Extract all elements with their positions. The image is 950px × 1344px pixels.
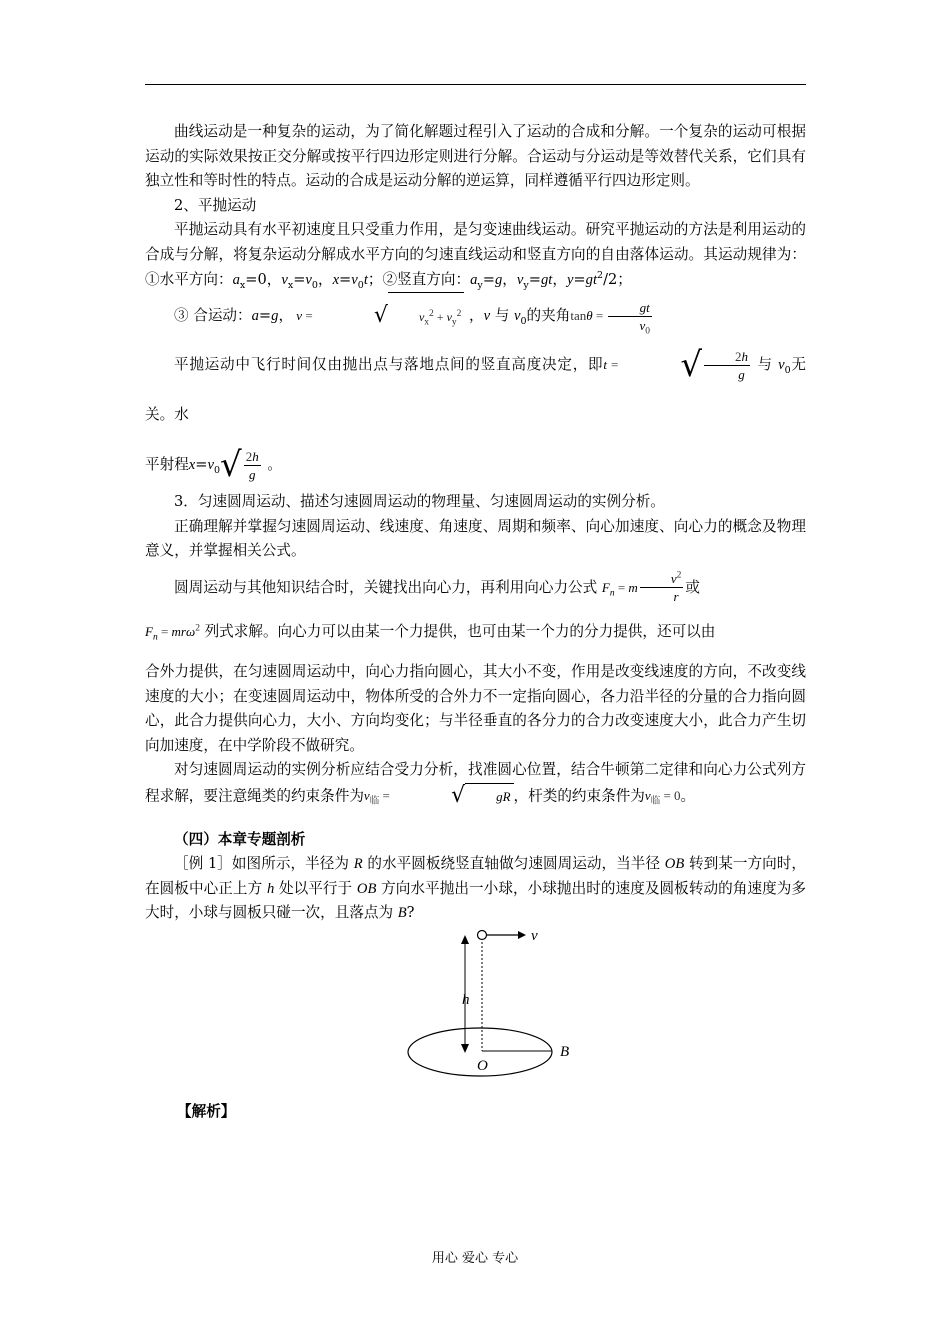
projectile-disk-diagram: [400, 918, 600, 1078]
paragraph-centripetal-force: 圆周运动与其他知识结合时，关键找出向心力，再利用向心力公式 $F_n = m$ $\frac{v^2}{r}$ 或: [174, 571, 700, 605]
velocity-arrowhead: [518, 931, 526, 939]
height-arrowhead-top: [461, 935, 469, 944]
paragraph-example-analysis: 对匀速圆周运动的实例分析应结合受力分析，找准圆心位置，结合牛顿第二定律和向心力公式列方程求解，要注意绳类的约束条件为$v_临$ = √ gR ，杆类的约束条件为$v_临 = 0$。: [145, 761, 806, 809]
heading-projectile: 2、平抛运动: [174, 196, 257, 214]
label-v: v: [531, 928, 538, 944]
analysis-label: 【解析】: [177, 1103, 236, 1120]
ball: [478, 931, 487, 940]
page-footer: 用心 爱心 专心: [431, 1251, 519, 1266]
tan-fraction: $\frac{gt}{v_0}$: [608, 299, 652, 334]
equation-resultant-motion: ③ 合运动：a=g， v = √ $v_x^2 + v_y^2$ ，v 与 $v_0$的夹角tanθ = $\frac{gt}{v_0}$: [145, 292, 806, 340]
paragraph-range: 平射程$x=v_0√$ $\frac{2h}{g}$ 。: [145, 440, 806, 490]
section-title: （四）本章专题剖析: [174, 830, 306, 848]
sqrt-time: √ $\frac{2h}{g}$: [680, 345, 749, 386]
example-1: ［例 1］如图所示，半径为 R 的水平圆板绕竖直轴做匀速圆周运动，当半径 OB 转到某一方向时，在圆板中心正上方 h 处以平行于 OB 方向水平抛出一小球，小球抛出时的速度及圆板转动的角速度为多大时，小球与圆板只碰一次，且落点为 B?: [145, 855, 806, 922]
centripetal-fraction: $\frac{v^2}{r}$: [640, 570, 684, 605]
height-arrowhead-bottom: [461, 1044, 469, 1053]
paragraph-centripetal-force-cont: $F_n = mr\omega^2$ 列式求解。向心力可以由某一个力提供，也可由某一个力的分力提供，还可以由: [145, 622, 716, 643]
label-o: O: [477, 1058, 488, 1074]
label-b: B: [560, 1044, 570, 1060]
paragraph-motion-composition: 曲线运动是一种复杂的运动，为了简化解题过程引入了运动的合成和分解。一个复杂的运动可根据运动的实际效果按正交分解或按平行四边形定则进行分解。合运动与分运动是等效替代关系，它们具有独立性和等时性的特点。运动的合成是运动分解的逆运算，同样遵循平行四边形定则。: [145, 123, 806, 190]
document-body: [145, 120, 806, 926]
paragraph-flight-time: 平抛运动中飞行时间仅由抛出点与落地点间的竖直高度决定，即t = √ $\frac{2h}{g}$ 与 $v_0$无关。水: [145, 340, 806, 440]
sqrt-range: √ $\frac{2h}{g}$: [220, 445, 259, 486]
label-h: h: [462, 992, 470, 1008]
header-rule: [145, 84, 806, 85]
heading-circular-motion: 3．匀速圆周运动、描述匀速圆周运动的物理量、匀速圆周运动的实例分析。: [174, 493, 665, 511]
paragraph-projectile: 平抛运动具有水平初速度且只受重力作用，是匀变速曲线运动。研究平抛运动的方法是利用运动的合成与分解，将复杂运动分解成水平方向的匀速直线运动和竖直方向的自由落体运动。其运动规律为：①水平方向：$a_x=0$，$v_x=v_0$，$x=v_0t$；②竖直方向：$a_y=g$，$v_y=gt$，$y=gt^2/2$；: [145, 221, 806, 291]
paragraph-circular-concepts: 正确理解并掌握匀速圆周运动、线速度、角速度、周期和频率、向心加速度、向心力的概念及物理意义，并掌握相关公式。: [145, 517, 806, 560]
sqrt-formula: √ $v_x^2 + v_y^2$: [316, 292, 464, 340]
paragraph-net-force: 合外力提供，在匀速圆周运动中，向心力指向圆心，其大小不变，作用是改变线速度的方向，不改变线速度的大小；在变速圆周运动中，物体所受的合外力不一定指向圆心，各力沿半径的分量的合力指向圆心，此合力提供向心力，大小、方向均变化；与半径垂直的各分力的合力改变速度大小，此合力产生切向加速度，在中学阶段不做研究。: [145, 662, 806, 754]
